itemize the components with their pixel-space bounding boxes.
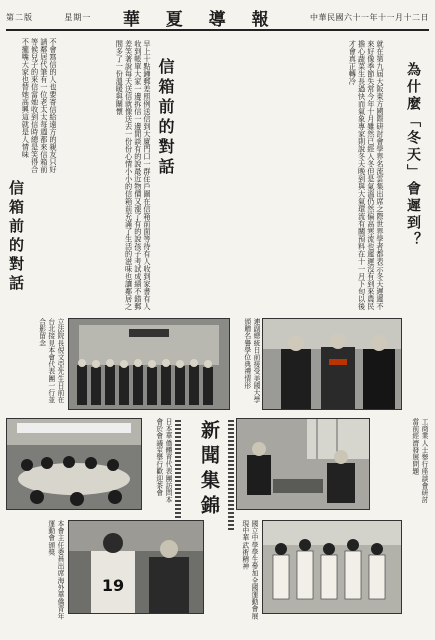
decor-stripe-left (175, 418, 181, 530)
header-rule (6, 29, 429, 31)
news-section-title: 新聞集錦 (198, 420, 220, 520)
photo-degree-ceremony (262, 318, 402, 410)
article-letters-title: 信箱前的對話 (156, 58, 175, 178)
caption-4: 日本華僑體育代表團訪問本會於會議室舉行歡迎茶會 (154, 418, 172, 504)
photo-basketball (68, 520, 204, 614)
weekday: 星期一 (64, 12, 92, 22)
caption-2: 連副總統日前接受美國大學頒贈名譽學位典禮情形 (242, 318, 260, 404)
photo-conference (6, 418, 142, 510)
decor-stripe-right (228, 418, 234, 530)
header-bar (6, 6, 429, 28)
caption-1: 立法院長倪文亞先生日前在台北接見本會代表團一行並合影留念 (37, 318, 64, 404)
svg-text:19: 19 (101, 576, 125, 595)
caption-3: 工商業人士舉行座談會研討當前經濟發展問題 (410, 418, 428, 504)
issue-date: 中華民國六十一年十一月十二日 (309, 12, 429, 22)
photo-group-meeting (68, 318, 230, 410)
photo-martial-arts (262, 520, 402, 614)
article-letters-body: 早上十點鐘郵差照例送信到大廈門口一群住戶圍在信箱前面等待有人收到家書有人收到帳單大家一邊拆信一邊閒談有的說最近物價又漲了有的說孩子考試成績不錯郵差笑著說每天送信就像送去一份份心情小小的信箱前充滿了生活的滋味也讓鄰居之間多了一份溫暖與關懷 (115, 40, 152, 310)
masthead: 華 夏 導 報 (122, 9, 279, 30)
caption-6: 國立中學學生參加全國運動會展現中華武術精神 (240, 520, 258, 620)
photo-office-meeting (236, 418, 370, 510)
article-left-title: 信箱前的對話 (7, 180, 25, 294)
article-winter-body: 就在第九屆大阪東方國際研討會學界名流雲集出席之際世界學者都表示冬天遲遲不來好像季節失常今年十月雖然已經入冬但是氣溫仍然偏高寒流也遲遲沒有到來農民擔心蔬菜生長過快而氣象專家則說冬天晚到與大氣環流有關預料在十一月下旬以後才會真正轉冷 (348, 40, 385, 310)
caption-5: 本會主任委員出席海外華僑青年運動會頒獎 (46, 520, 64, 620)
article-winter-title: 為什麼「冬天」會遲到？ (405, 62, 421, 249)
page-label: 第二版 (6, 12, 33, 22)
article-left-body: 不會寫信的人也要寄信給遠方的親友只好請鄰居代筆有一位老太太每週都來信箱前等候兒子的來信當她收到信時總是笑得合不攏嘴大家也替她高興這就是人情味 (21, 38, 58, 173)
